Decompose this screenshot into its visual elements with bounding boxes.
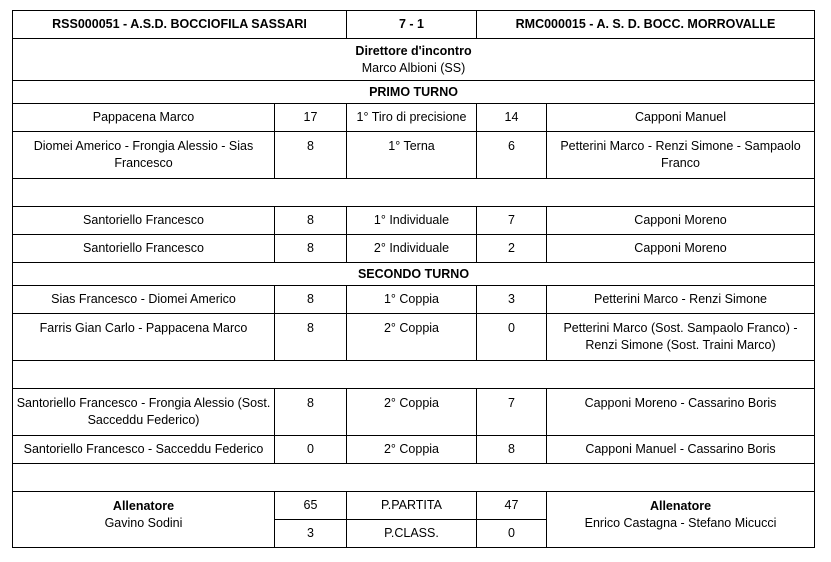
- home-coach-name: Gavino Sodini: [104, 516, 183, 530]
- spacer-row: [13, 179, 815, 207]
- footer-row-partita: [13, 492, 815, 520]
- section-row-second: [13, 263, 815, 286]
- table-row: [13, 104, 815, 132]
- home-points: 8: [275, 132, 347, 179]
- match-score: 7 - 1: [347, 11, 477, 39]
- away-points: 0: [477, 314, 547, 361]
- section-title-first: PRIMO TURNO: [13, 81, 815, 104]
- away-players: Capponi Manuel: [547, 104, 815, 132]
- table-row: [13, 132, 815, 179]
- p-class-away: 0: [477, 520, 547, 548]
- away-players: Capponi Moreno - Cassarino Boris: [547, 389, 815, 436]
- event-name: 2° Coppia: [347, 389, 477, 436]
- home-coach-cell: [13, 492, 275, 548]
- away-players: Capponi Moreno: [547, 235, 815, 263]
- event-name: 2° Individuale: [347, 235, 477, 263]
- p-class-home: 3: [275, 520, 347, 548]
- away-points: 6: [477, 132, 547, 179]
- home-players: Santoriello Francesco - Frongia Alessio (Sost. Sacceddu Federico): [13, 389, 275, 436]
- away-points: 8: [477, 436, 547, 464]
- away-players: Capponi Manuel - Cassarino Boris: [547, 436, 815, 464]
- event-name: 1° Terna: [347, 132, 477, 179]
- home-players: Santoriello Francesco - Sacceddu Federico: [13, 436, 275, 464]
- away-coach-name: Enrico Castagna - Stefano Micucci: [584, 516, 777, 530]
- table-row: [13, 286, 815, 314]
- away-points: 14: [477, 104, 547, 132]
- header-row: [13, 11, 815, 39]
- away-players: Petterini Marco - Renzi Simone: [547, 286, 815, 314]
- p-partita-home: 65: [275, 492, 347, 520]
- home-players: Santoriello Francesco: [13, 207, 275, 235]
- p-partita-away: 47: [477, 492, 547, 520]
- event-name: 2° Coppia: [347, 314, 477, 361]
- home-coach-label: Allenatore: [112, 499, 175, 513]
- home-points: 8: [275, 286, 347, 314]
- p-partita-label: P.PARTITA: [347, 492, 477, 520]
- home-points: 0: [275, 436, 347, 464]
- away-points: 7: [477, 389, 547, 436]
- away-coach-cell: [547, 492, 815, 548]
- home-players: Pappacena Marco: [13, 104, 275, 132]
- director-row: [13, 39, 815, 81]
- home-points: 17: [275, 104, 347, 132]
- home-points: 8: [275, 314, 347, 361]
- table-row: [13, 314, 815, 361]
- home-team: RSS000051 - A.S.D. BOCCIOFILA SASSARI: [13, 11, 347, 39]
- home-points: 8: [275, 389, 347, 436]
- table-row: [13, 207, 815, 235]
- spacer-cell: [13, 464, 815, 492]
- home-points: 8: [275, 207, 347, 235]
- home-players: Farris Gian Carlo - Pappacena Marco: [13, 314, 275, 361]
- away-points: 2: [477, 235, 547, 263]
- home-points: 8: [275, 235, 347, 263]
- section-title-second: SECONDO TURNO: [13, 263, 815, 286]
- home-players: Diomei Americo - Frongia Alessio - Sias Francesco: [13, 132, 275, 179]
- table-row: [13, 235, 815, 263]
- event-name: 1° Tiro di precisione: [347, 104, 477, 132]
- director-cell: [13, 39, 815, 81]
- spacer-row: [13, 464, 815, 492]
- event-name: 2° Coppia: [347, 436, 477, 464]
- table-row: [13, 389, 815, 436]
- away-points: 3: [477, 286, 547, 314]
- away-players: Petterini Marco - Renzi Simone - Sampaolo Franco: [547, 132, 815, 179]
- away-players: Capponi Moreno: [547, 207, 815, 235]
- spacer-row: [13, 361, 815, 389]
- home-players: Santoriello Francesco: [13, 235, 275, 263]
- match-report-table: [12, 10, 815, 548]
- event-name: 1° Individuale: [347, 207, 477, 235]
- away-team: RMC000015 - A. S. D. BOCC. MORROVALLE: [477, 11, 815, 39]
- away-players: Petterini Marco (Sost. Sampaolo Franco) - Renzi Simone (Sost. Traini Marco): [547, 314, 815, 361]
- away-points: 7: [477, 207, 547, 235]
- home-players: Sias Francesco - Diomei Americo: [13, 286, 275, 314]
- director-name: Marco Albioni (SS): [361, 60, 466, 75]
- event-name: 1° Coppia: [347, 286, 477, 314]
- spacer-cell: [13, 361, 815, 389]
- away-coach-label: Allenatore: [649, 499, 712, 513]
- director-label: Direttore d'incontro: [355, 43, 472, 58]
- spacer-cell: [13, 179, 815, 207]
- table-row: [13, 436, 815, 464]
- section-row-first: [13, 81, 815, 104]
- p-class-label: P.CLASS.: [347, 520, 477, 548]
